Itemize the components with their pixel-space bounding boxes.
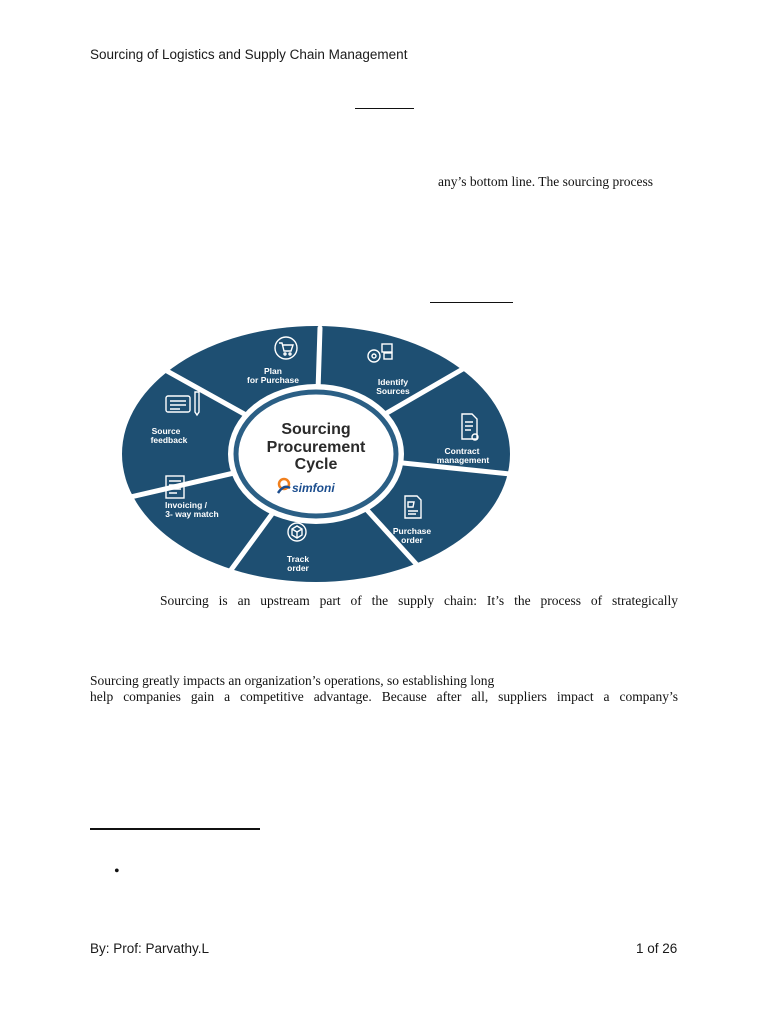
svg-text:3- way match: 3- way match xyxy=(165,509,219,519)
center-title-line2: Procurement xyxy=(266,439,366,456)
footer-author: By: Prof: Parvathy.L xyxy=(90,941,210,956)
paragraph-line-2-text: help companies gain a competitive advantage. Because after all, suppliers impact a company’s xyxy=(90,689,678,704)
svg-text:management: management xyxy=(436,455,490,465)
svg-text:Plan: Plan xyxy=(264,366,282,376)
svg-text:Identify: Identify xyxy=(377,377,409,387)
svg-text:Contract: Contract xyxy=(444,446,480,456)
sourcing-cycle-diagram xyxy=(118,326,514,586)
center-title-line1: Sourcing xyxy=(281,421,351,438)
section-underline-rule xyxy=(90,828,260,830)
svg-text:Invoicing /: Invoicing / xyxy=(164,500,208,510)
underline-rule xyxy=(355,108,414,109)
logo-text: simfoni xyxy=(292,481,335,495)
center-title-line3: Cycle xyxy=(294,456,338,473)
empty-bullet-point: • xyxy=(114,863,120,880)
body-text-fragment: any’s bottom line. The sourcing process xyxy=(438,174,653,189)
svg-text:order: order xyxy=(287,563,309,573)
diagram-caption-line xyxy=(160,593,678,609)
svg-text:Source: Source xyxy=(151,426,181,436)
paragraph-line-1: Sourcing greatly impacts an organization’s operations, so establishing long xyxy=(90,673,495,688)
svg-text:Track: Track xyxy=(286,554,310,564)
svg-text:Sources: Sources xyxy=(376,386,410,396)
underline-rule xyxy=(430,302,513,303)
svg-text:Purchase: Purchase xyxy=(392,526,432,536)
svg-text:for Purchase: for Purchase xyxy=(247,375,299,385)
page-header-title: Sourcing of Logistics and Supply Chain Management xyxy=(90,47,408,62)
paragraph-line-2 xyxy=(90,689,678,705)
footer-page-number: 1 of 26 xyxy=(636,941,678,956)
caption-text: Sourcing is an upstream part of the supply chain: It’s the process of strategically xyxy=(160,593,678,608)
svg-text:order: order xyxy=(401,535,423,545)
svg-text:feedback: feedback xyxy=(150,435,188,445)
